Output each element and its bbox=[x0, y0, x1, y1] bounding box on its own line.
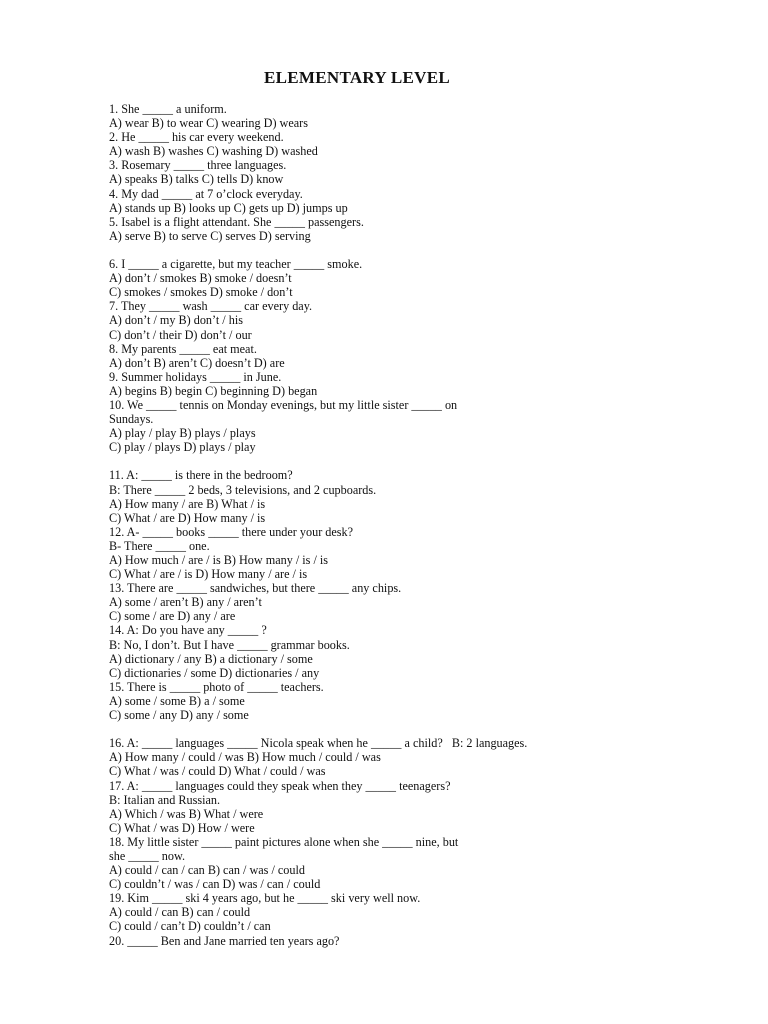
question-text: 19. Kim _____ ski 4 years ago, but he _____ ski very well now. bbox=[109, 891, 421, 906]
answer-options: C) some / are D) any / are bbox=[109, 609, 236, 624]
question-text: 5. Isabel is a flight attendant. She _____ passengers. bbox=[109, 214, 364, 229]
answer-options: C) What / are D) How many / is bbox=[109, 510, 266, 525]
question-text: Sundays. bbox=[109, 412, 154, 427]
question-group bbox=[109, 257, 709, 454]
question-text: 16. A: _____ languages _____ Nicola speak when he _____ a child? B: 2 languages. bbox=[109, 736, 528, 751]
answer-options: A) some / some B) a / some bbox=[109, 693, 245, 708]
question-text: 17. A: _____ languages could they speak when they _____ teenagers? bbox=[109, 778, 451, 793]
question-text: 6. I _____ a cigarette, but my teacher _____ smoke. bbox=[109, 257, 363, 272]
question-group bbox=[109, 736, 709, 947]
answer-options: C) What / are / is D) How many / are / is bbox=[109, 567, 308, 582]
answer-options: A) How much / are / is B) How many / is / is bbox=[109, 553, 329, 567]
answer-options: A) some / aren’t B) any / aren’t bbox=[109, 595, 262, 610]
question-list bbox=[109, 102, 709, 962]
answer-options: A) could / can B) can / could bbox=[109, 905, 251, 920]
question-text: 9. Summer holidays _____ in June. bbox=[109, 369, 282, 384]
answer-options: A) don’t B) aren’t C) doesn’t D) are bbox=[109, 355, 285, 370]
answer-options: C) smokes / smokes D) smoke / don’t bbox=[109, 285, 293, 300]
question-text: 11. A: _____ is there in the bedroom? bbox=[109, 468, 293, 483]
question-group bbox=[109, 468, 709, 722]
answer-options: A) don’t / smokes B) smoke / doesn’t bbox=[109, 271, 292, 286]
answer-options: A) speaks B) talks C) tells D) know bbox=[109, 172, 284, 187]
answer-options: C) could / can’t D) couldn’t / can bbox=[109, 919, 271, 934]
answer-options: C) don’t / their D) don’t / our bbox=[109, 327, 252, 342]
question-text: 15. There is _____ photo of _____ teachers. bbox=[109, 679, 324, 694]
answer-options: A) don’t / my B) don’t / his bbox=[109, 313, 243, 328]
answer-options: C) play / plays D) plays / play bbox=[109, 440, 256, 455]
question-text: 14. A: Do you have any _____ ? bbox=[109, 623, 267, 638]
question-group bbox=[109, 102, 709, 243]
question-text: B: There _____ 2 beds, 3 televisions, and 2 cupboards. bbox=[109, 482, 377, 497]
question-text: 3. Rosemary _____ three languages. bbox=[109, 158, 287, 173]
question-text: 7. They _____ wash _____ car every day. bbox=[109, 299, 313, 314]
answer-options: A) How many / could / was B) How much / could / was bbox=[109, 750, 381, 765]
answer-options: A) serve B) to serve C) serves D) serving bbox=[109, 228, 311, 243]
answer-options: A) stands up B) looks up C) gets up D) jumps up bbox=[109, 200, 348, 215]
answer-options: A) wash B) washes C) washing D) washed bbox=[109, 144, 318, 159]
question-text: B: No, I don’t. But I have _____ grammar books. bbox=[109, 637, 350, 652]
question-text: 13. There are _____ sandwiches, but there _____ any chips. bbox=[109, 581, 402, 596]
question-text: 8. My parents _____ eat meat. bbox=[109, 341, 257, 356]
question-text: 18. My little sister _____ paint pictures alone when she _____ nine, but bbox=[109, 834, 459, 849]
answer-options: A) wear B) to wear C) wearing D) wears bbox=[109, 116, 308, 131]
answer-options: A) play / play B) plays / plays bbox=[109, 426, 256, 441]
answer-options: C) some / any D) any / some bbox=[109, 708, 249, 723]
question-text: 1. She _____ a uniform. bbox=[109, 102, 227, 116]
question-text: 4. My dad _____ at 7 o’clock everyday. bbox=[109, 186, 303, 201]
question-text: 20. _____ Ben and Jane married ten years ago? bbox=[109, 933, 340, 948]
page-title: ELEMENTARY LEVEL bbox=[263, 68, 451, 87]
answer-options: A) Which / was B) What / were bbox=[109, 806, 264, 821]
answer-options: A) dictionary / any B) a dictionary / some bbox=[109, 651, 313, 666]
answer-options: A) begins B) begin C) beginning D) began bbox=[109, 383, 318, 398]
answer-options: C) couldn’t / was / can D) was / can / could bbox=[109, 877, 321, 892]
answer-options: C) dictionaries / some D) dictionaries / any bbox=[109, 665, 320, 680]
question-text: she _____ now. bbox=[109, 848, 186, 863]
answer-options: A) could / can / can B) can / was / could bbox=[109, 863, 305, 878]
question-text: 2. He _____ his car every weekend. bbox=[109, 130, 284, 145]
answer-options: C) What / was / could D) What / could / was bbox=[109, 764, 326, 779]
question-text: 10. We _____ tennis on Monday evenings, but my little sister _____ on bbox=[109, 397, 458, 412]
question-text: 12. A- _____ books _____ there under your desk? bbox=[109, 524, 354, 539]
question-text: B- There _____ one. bbox=[109, 538, 210, 553]
question-text: B: Italian and Russian. bbox=[109, 792, 221, 807]
answer-options: C) What / was D) How / were bbox=[109, 820, 255, 835]
answer-options: A) How many / are B) What / is bbox=[109, 496, 266, 511]
